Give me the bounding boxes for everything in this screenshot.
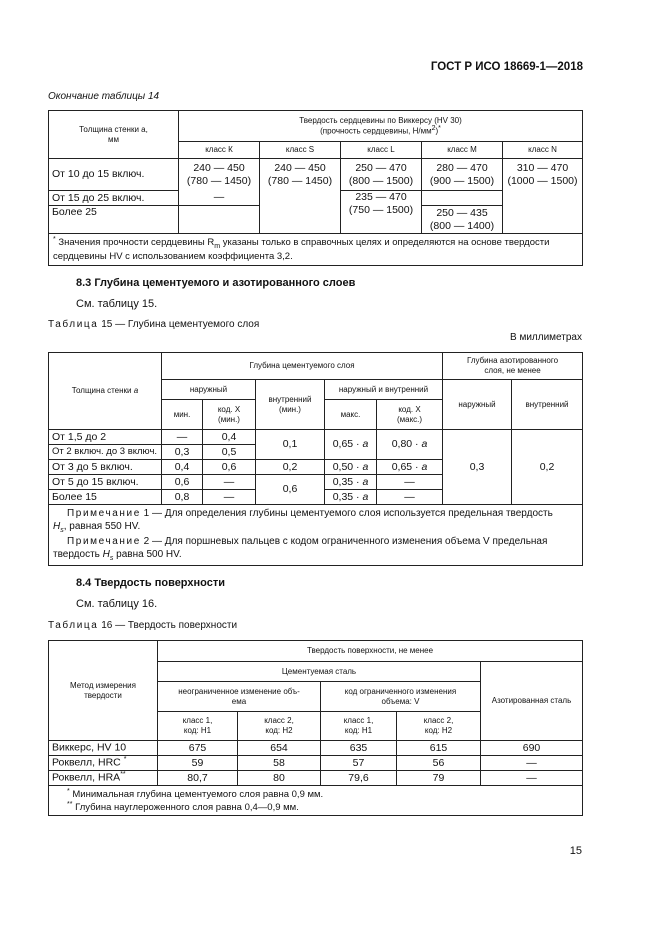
t16-unlimited-header: неограниченное изменение объ- ема bbox=[158, 682, 321, 712]
t16-cell: 615 bbox=[397, 741, 481, 756]
t15-cell: — bbox=[162, 430, 203, 445]
t16-cell: 56 bbox=[397, 756, 481, 771]
t15-case-depth-header: Глубина цементуемого слоя bbox=[162, 353, 443, 380]
t15-cell: 0,4 bbox=[203, 430, 256, 445]
t15-max-header: макс. bbox=[325, 400, 377, 430]
t15-min-header: мин. bbox=[162, 400, 203, 430]
table16-caption: Таблица 16 — Твердость поверхности bbox=[48, 620, 238, 631]
t14-cell: — bbox=[179, 191, 260, 206]
t15-cell: 0,65 · а bbox=[325, 430, 377, 460]
t15-row-label: От 3 до 5 включ. bbox=[49, 460, 162, 475]
table-16 bbox=[48, 640, 583, 816]
t16-nitrided-header: Азотированная сталь bbox=[481, 662, 583, 741]
section-8-3-title: 8.3 Глубина цементуемого и азотированного слоев bbox=[76, 277, 356, 289]
t15-cell: 0,5 bbox=[203, 445, 256, 460]
t16-cell: 80 bbox=[238, 771, 321, 786]
t14-cell: 250 — 435 (800 — 1400) bbox=[422, 206, 503, 234]
t16-cell: 58 bbox=[238, 756, 321, 771]
t15-codex-max-header: код. Х (макс.) bbox=[377, 400, 443, 430]
t16-method-header: Метод измерения твердости bbox=[49, 641, 158, 741]
table-14 bbox=[48, 110, 583, 266]
t16-cell: 57 bbox=[321, 756, 397, 771]
t15-notes: Примечание 1 — Для определения глубины цементуемого слоя используется предельная твердость $H_s$, равная 550 HV. Примечание 2 — Для поршневых пальцев с кодом ограниченного изменения объема V предельная твердость $H_s$ равна 500 HV. bbox=[49, 505, 583, 566]
t15-cell: 0,1 bbox=[256, 430, 325, 460]
t16-cell: 654 bbox=[238, 741, 321, 756]
t14-cell bbox=[179, 206, 260, 234]
t15-cell: 0,4 bbox=[162, 460, 203, 475]
t14-hardness-header: Твердость сердцевины по Виккерсу (HV 30) (прочность сердцевины, $Н/мм^2)^*$ bbox=[179, 111, 583, 142]
t14-cell bbox=[260, 191, 341, 234]
t15-inner-min-header: внутренний (мин.) bbox=[256, 380, 325, 430]
t15-cell: 0,65 · а bbox=[377, 460, 443, 475]
t15-thickness-header: Толщина стенки а bbox=[49, 353, 162, 430]
t16-cell: 59 bbox=[158, 756, 238, 771]
t15-cell: — bbox=[377, 475, 443, 490]
t14-cell: 280 — 470 (900 — 1500) bbox=[422, 159, 503, 191]
t15-nitr-inner-header: внутренний bbox=[512, 380, 583, 430]
t16-class2-header: класс 2, код: Н2 bbox=[397, 712, 481, 741]
t16-cell: 79,6 bbox=[321, 771, 397, 786]
t15-cell: 0,6 bbox=[256, 475, 325, 505]
t15-nitr-outer-header: наружный bbox=[443, 380, 512, 430]
t15-cell: 0,2 bbox=[512, 430, 583, 505]
t15-cell: 0,80 · а bbox=[377, 430, 443, 460]
t16-cell: — bbox=[481, 771, 583, 786]
t14-row-label: От 15 до 25 включ. bbox=[49, 191, 179, 206]
t16-class1-header: класс 1, код: Н1 bbox=[158, 712, 238, 741]
section-8-4-title: 8.4 Твердость поверхности bbox=[76, 577, 225, 589]
t14-row-label: От 10 до 15 включ. bbox=[49, 159, 179, 191]
t16-class2-header: класс 2, код: Н2 bbox=[238, 712, 321, 741]
t15-cell: 0,3 bbox=[162, 445, 203, 460]
table15-units: В миллиметрах bbox=[510, 332, 582, 343]
t15-nitrided-header: Глубина азотированного слоя, не менее bbox=[443, 353, 583, 380]
t15-cell: 0,35 · а bbox=[325, 475, 377, 490]
t16-row-label: Роквелл, HRA** bbox=[49, 771, 158, 786]
t15-cell: 0,6 bbox=[203, 460, 256, 475]
t15-row-label: От 1,5 до 2 bbox=[49, 430, 162, 445]
t16-row-label: Роквелл, HRC * bbox=[49, 756, 158, 771]
t14-cell bbox=[503, 191, 583, 234]
document-code: ГОСТ Р ИСО 18669-1—2018 bbox=[430, 61, 583, 73]
t16-cell: 635 bbox=[321, 741, 397, 756]
section-8-3-ref: См. таблицу 15. bbox=[76, 298, 158, 310]
page-number: 15 bbox=[569, 845, 582, 857]
t15-cell: — bbox=[203, 475, 256, 490]
table14-caption: Окончание таблицы 14 bbox=[48, 91, 160, 102]
t15-cell: 0,2 bbox=[256, 460, 325, 475]
section-8-4-ref: См. таблицу 16. bbox=[76, 598, 158, 610]
t15-row-label: Более 15 bbox=[49, 490, 162, 505]
t14-class-m: класс М bbox=[422, 142, 503, 159]
t15-outer-header: наружный bbox=[162, 380, 256, 400]
t16-row-label: Виккерс, HV 10 bbox=[49, 741, 158, 756]
t15-outer-inner-header: наружный и внутренний bbox=[325, 380, 443, 400]
t15-cell: 0,35 · а bbox=[325, 490, 377, 505]
t14-cell: 235 — 470 (750 — 1500) bbox=[341, 191, 422, 234]
table15-caption: Таблица 15 — Глубина цементуемого слоя bbox=[48, 319, 260, 330]
t15-row-label: От 5 до 15 включ. bbox=[49, 475, 162, 490]
table-15 bbox=[48, 352, 583, 566]
t16-class1-header: класс 1, код: Н1 bbox=[321, 712, 397, 741]
t16-cell: 80,7 bbox=[158, 771, 238, 786]
t15-cell: — bbox=[203, 490, 256, 505]
t14-cell: 310 — 470 (1000 — 1500) bbox=[503, 159, 583, 191]
t15-cell: 0,3 bbox=[443, 430, 512, 505]
t14-cell bbox=[422, 191, 503, 206]
t15-cell: 0,6 bbox=[162, 475, 203, 490]
t16-limited-header: код ограниченного изменения объема: V bbox=[321, 682, 481, 712]
t14-cell: 240 — 450 (780 — 1450) bbox=[260, 159, 341, 191]
t15-cell: 0,50 · а bbox=[325, 460, 377, 475]
t14-thickness-header: Толщина стенки а, мм bbox=[49, 111, 179, 159]
t14-cell: 250 — 470 (800 — 1500) bbox=[341, 159, 422, 191]
t14-class-k: класс К bbox=[179, 142, 260, 159]
t14-class-s: класс S bbox=[260, 142, 341, 159]
t16-cell: 79 bbox=[397, 771, 481, 786]
t16-surface-header: Твердость поверхности, не менее bbox=[158, 641, 583, 662]
t16-cell: 690 bbox=[481, 741, 583, 756]
t16-cell: 675 bbox=[158, 741, 238, 756]
t15-codex-min-header: код. Х (мин.) bbox=[203, 400, 256, 430]
t14-class-n: класс N bbox=[503, 142, 583, 159]
t16-cell: — bbox=[481, 756, 583, 771]
t14-footnote: * Значения прочности сердцевины $R_m$ указаны только в справочных целях и определяются на основе твердости сердцевины HV с использованием коэффициента 3,2. bbox=[49, 234, 583, 266]
t16-carburized-header: Цементуемая сталь bbox=[158, 662, 481, 682]
t15-cell: — bbox=[377, 490, 443, 505]
t16-footnotes: * Минимальная глубина цементуемого слоя равна 0,9 мм. ** Глубина науглероженного слоя равна 0,4—0,9 мм. bbox=[49, 786, 583, 816]
t15-cell: 0,8 bbox=[162, 490, 203, 505]
t14-class-l: класс L bbox=[341, 142, 422, 159]
t15-row-label: От 2 включ. до 3 включ. bbox=[49, 445, 162, 460]
t14-row-label: Более 25 bbox=[49, 206, 179, 234]
t14-cell: 240 — 450 (780 — 1450) bbox=[179, 159, 260, 191]
